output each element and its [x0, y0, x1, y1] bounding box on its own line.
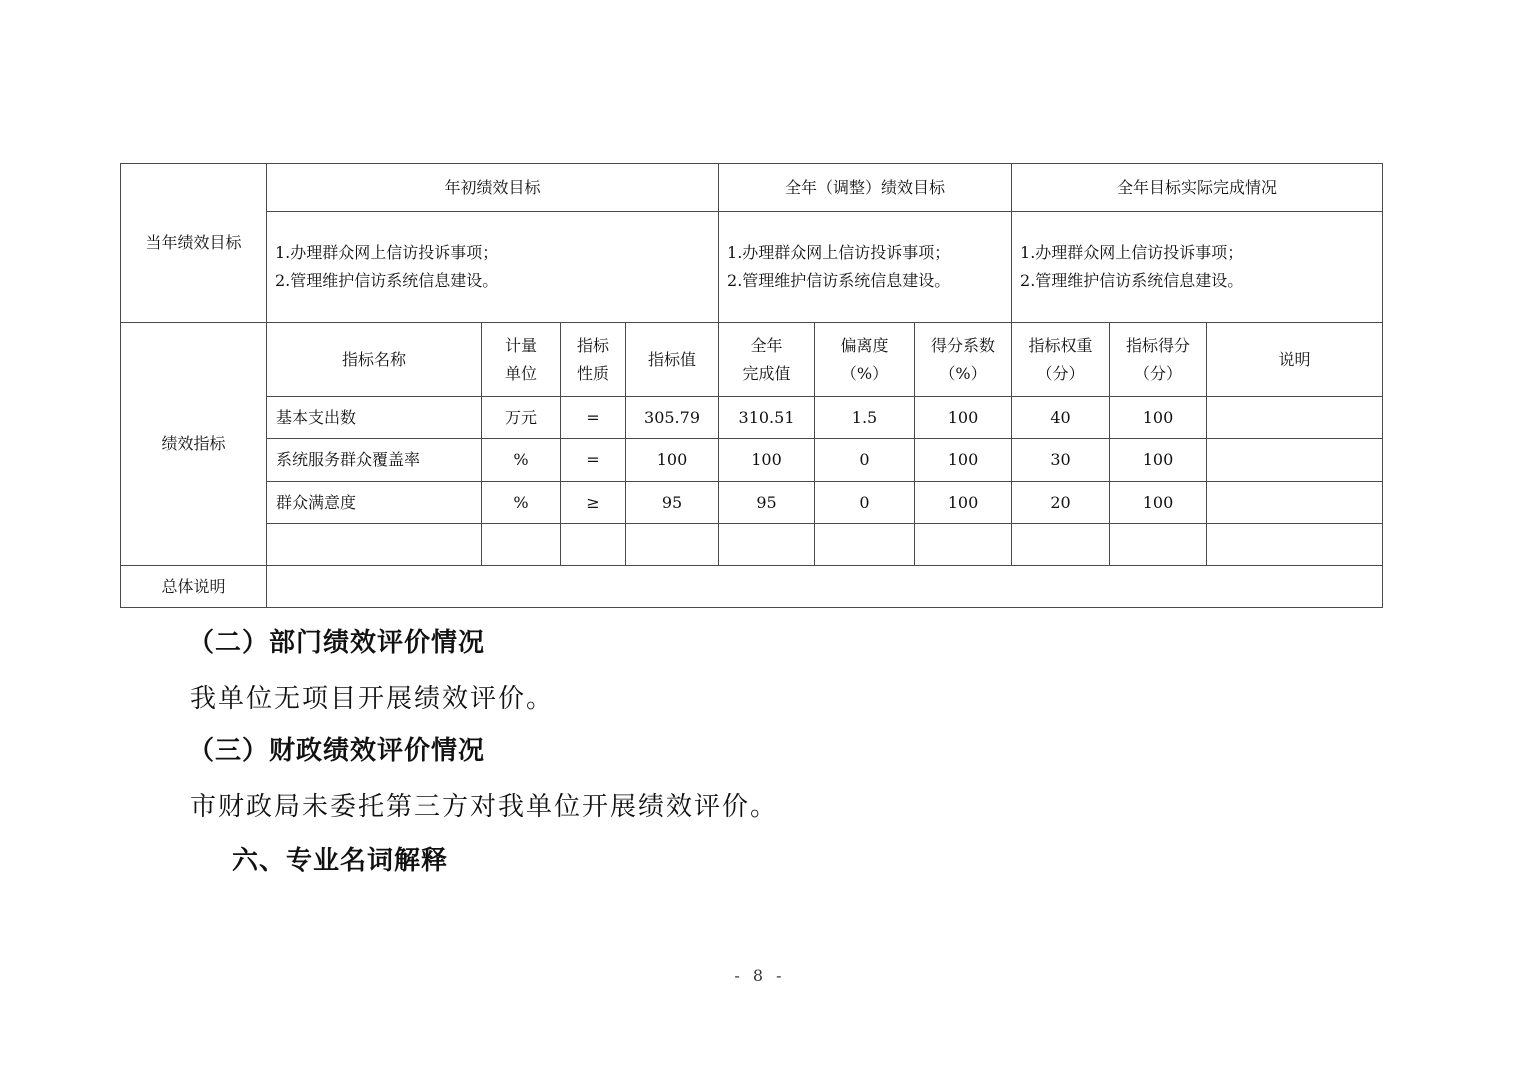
goal-header-initial: 年初绩效目标: [267, 164, 719, 212]
cell-remarks: [1207, 482, 1383, 524]
header-line: （分）: [1134, 363, 1183, 383]
cell-weight: [1012, 524, 1110, 566]
cell-actual-value: [719, 524, 815, 566]
header-score-coefficient: [915, 323, 1012, 397]
goal-item: 2.管理维护信访系统信息建设。: [727, 271, 951, 290]
summary-value: [267, 566, 1383, 608]
header-line: （分）: [1036, 363, 1085, 383]
cell-unit: [482, 524, 561, 566]
header-line: （%）: [840, 363, 889, 383]
header-weight: [1012, 323, 1110, 397]
goal-item: 1.办理群众网上信访投诉事项；: [727, 243, 951, 262]
page-number: - 8 -: [734, 966, 786, 985]
goal-item: 1.办理群众网上信访投诉事项；: [1020, 243, 1244, 262]
cell-indicator-name: 基本支出数: [267, 397, 482, 439]
header-line: （%）: [939, 363, 987, 383]
cell-actual-value: 100: [719, 439, 815, 482]
cell-nature: [561, 524, 626, 566]
summary-row: [121, 566, 1383, 608]
header-line: 全年: [750, 335, 783, 355]
goal-content-initial: [267, 212, 719, 323]
fiscal-eval-heading: （三）财政绩效评价情况: [188, 736, 486, 766]
cell-score-coefficient: 100: [915, 439, 1012, 482]
cell-weight: 40: [1012, 397, 1110, 439]
header-deviation: [815, 323, 915, 397]
indicator-section-label: 绩效指标: [121, 323, 267, 566]
header-line: 完成值: [742, 363, 791, 383]
cell-nature: =: [561, 439, 626, 482]
goal-content-adjusted: [719, 212, 1012, 323]
cell-remarks: [1207, 397, 1383, 439]
cell-score: 100: [1110, 482, 1207, 524]
cell-deviation: 0: [815, 439, 915, 482]
header-nature: [561, 323, 626, 397]
cell-deviation: 0: [815, 482, 915, 524]
cell-score: 100: [1110, 439, 1207, 482]
table-row: [121, 482, 1383, 524]
header-unit: [482, 323, 561, 397]
indicator-header-row: [121, 323, 1383, 397]
cell-indicator-name: 系统服务群众覆盖率: [267, 439, 482, 482]
cell-weight: 30: [1012, 439, 1110, 482]
cell-remarks: [1207, 524, 1383, 566]
goal-content-actual: [1012, 212, 1383, 323]
cell-nature: ≥: [561, 482, 626, 524]
cell-indicator-name: [267, 524, 482, 566]
cell-score-coefficient: 100: [915, 482, 1012, 524]
header-line: 性质: [576, 363, 609, 383]
goal-header-row: [121, 164, 1383, 212]
dept-eval-text: 我单位无项目开展绩效评价。: [190, 684, 555, 714]
table-row: [121, 397, 1383, 439]
cell-target-value: 95: [626, 482, 719, 524]
cell-deviation: 1.5: [815, 397, 915, 439]
fiscal-eval-text: 市财政局未委托第三方对我单位开展绩效评价。: [190, 792, 779, 822]
header-line: 指标权重: [1028, 335, 1093, 355]
goal-header-actual: 全年目标实际完成情况: [1012, 164, 1383, 212]
cell-unit: 万元: [482, 397, 561, 439]
header-target-value: 指标值: [626, 323, 719, 397]
table-row: [121, 524, 1383, 566]
header-actual-value: [719, 323, 815, 397]
performance-table: [120, 163, 1383, 608]
goal-section-label: 当年绩效目标: [121, 164, 267, 323]
cell-score: 100: [1110, 397, 1207, 439]
cell-score-coefficient: [915, 524, 1012, 566]
table-row: [121, 439, 1383, 482]
header-line: 单位: [504, 363, 537, 383]
cell-actual-value: 95: [719, 482, 815, 524]
header-line: 得分系数: [931, 335, 996, 355]
cell-nature: =: [561, 397, 626, 439]
goal-item: 2.管理维护信访系统信息建设。: [1020, 271, 1244, 290]
cell-weight: 20: [1012, 482, 1110, 524]
summary-label: 总体说明: [121, 566, 267, 608]
header-score: [1110, 323, 1207, 397]
cell-indicator-name: 群众满意度: [267, 482, 482, 524]
glossary-heading: 六、专业名词解释: [232, 846, 449, 876]
header-indicator-name: 指标名称: [267, 323, 482, 397]
goal-item: 2.管理维护信访系统信息建设。: [275, 271, 499, 290]
cell-target-value: 100: [626, 439, 719, 482]
goal-header-adjusted: 全年（调整）绩效目标: [719, 164, 1012, 212]
header-line: 计量: [504, 335, 537, 355]
goal-item: 1.办理群众网上信访投诉事项；: [275, 243, 499, 262]
cell-actual-value: 310.51: [719, 397, 815, 439]
cell-remarks: [1207, 439, 1383, 482]
header-line: 指标得分: [1126, 335, 1191, 355]
cell-deviation: [815, 524, 915, 566]
header-line: 偏离度: [840, 335, 889, 355]
dept-eval-heading: （二）部门绩效评价情况: [188, 628, 486, 658]
cell-score: [1110, 524, 1207, 566]
cell-unit: %: [482, 439, 561, 482]
header-remarks: 说明: [1207, 323, 1383, 397]
cell-target-value: 305.79: [626, 397, 719, 439]
header-line: 指标: [576, 335, 609, 355]
cell-score-coefficient: 100: [915, 397, 1012, 439]
goal-content-row: [121, 212, 1383, 323]
cell-target-value: [626, 524, 719, 566]
cell-unit: %: [482, 482, 561, 524]
